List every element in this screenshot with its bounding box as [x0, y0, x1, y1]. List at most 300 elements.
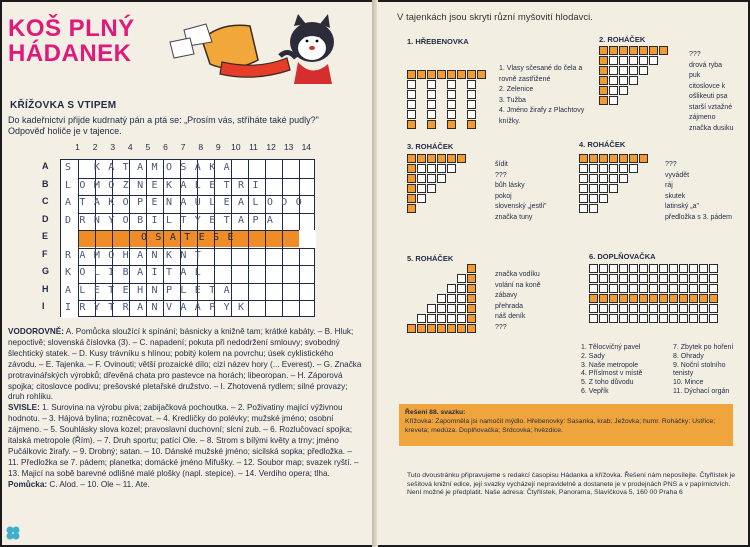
puzzle-cell[interactable] — [689, 274, 698, 283]
column-number: 1 — [75, 142, 80, 152]
puzzle-cell[interactable] — [407, 100, 416, 109]
puzzle-cell[interactable] — [427, 110, 436, 119]
solution-title: Řešení 88. svazku: — [405, 409, 466, 416]
puzzle-cell[interactable] — [447, 90, 456, 99]
puzzle-cell[interactable] — [609, 96, 618, 105]
clue-item: 11. Dýchací orgán — [673, 387, 730, 395]
handwritten-answer: DRNYOBILTYETAPA — [65, 214, 282, 226]
clue-item: 3. Naše metropole — [581, 361, 639, 369]
puzzle-cell[interactable] — [609, 314, 618, 323]
puzzle-cell[interactable] — [579, 184, 588, 193]
puzzle-cell[interactable] — [427, 90, 436, 99]
clue-item: slovenský „jestli" — [495, 203, 547, 210]
puzzle-cell[interactable] — [619, 66, 628, 75]
column-number: 11 — [249, 142, 258, 152]
puzzle-cell[interactable] — [609, 264, 618, 273]
handwritten-answer: S KATAMOSAKA — [65, 162, 239, 173]
puzzle-cell[interactable] — [629, 304, 638, 313]
clue-item: 4. Příslmost v místě — [581, 370, 643, 378]
puzzle-cell[interactable] — [457, 294, 466, 303]
puzzle-cell[interactable] — [447, 80, 456, 89]
puzzle-cell[interactable] — [699, 284, 708, 293]
puzzle-cell[interactable] — [407, 204, 416, 213]
puzzle-cell[interactable] — [467, 304, 476, 313]
puzzle-cell[interactable] — [417, 314, 426, 323]
puzzle-cell[interactable] — [447, 154, 456, 163]
puzzle-cell[interactable] — [639, 274, 648, 283]
puzzle-cell[interactable] — [417, 324, 426, 333]
puzzle-cell[interactable] — [619, 264, 628, 273]
puzzle-cell[interactable] — [437, 324, 446, 333]
column-number: 12 — [266, 142, 276, 152]
handwritten-answer: KOLIBAITAL — [65, 267, 210, 278]
puzzle-cell[interactable] — [457, 304, 466, 313]
puzzle-cell[interactable] — [427, 304, 436, 313]
puzzle-cell[interactable] — [659, 274, 668, 283]
puzzle-cell[interactable] — [579, 204, 588, 213]
puzzle-cell[interactable] — [709, 274, 718, 283]
puzzle-2-clues — [689, 50, 747, 134]
puzzle-cell[interactable] — [589, 304, 598, 313]
clue-item: 5. Z toho důvodu — [581, 379, 634, 387]
puzzle-cell[interactable] — [669, 274, 678, 283]
puzzle-cell[interactable] — [599, 66, 608, 75]
puzzle-cell[interactable] — [659, 304, 668, 313]
clue-item: 1. Vlasy sčesané do čela a rovně zastřižené — [499, 65, 583, 83]
clue-item: drová ryba — [689, 61, 723, 69]
puzzle-cell[interactable] — [407, 154, 416, 163]
puzzle-cell[interactable] — [447, 70, 456, 79]
black-cell — [61, 230, 78, 248]
puzzle-cell[interactable] — [437, 154, 446, 163]
puzzle-cell[interactable] — [689, 294, 698, 303]
clue-item: ??? — [495, 171, 507, 179]
puzzle-cell[interactable] — [447, 100, 456, 109]
puzzle-cell[interactable] — [609, 66, 618, 75]
puzzle-cell[interactable] — [609, 304, 618, 313]
puzzle-cell[interactable] — [629, 76, 638, 85]
column-number: 14 — [301, 142, 312, 152]
puzzle-4-clues — [665, 160, 747, 223]
puzzle-cell[interactable] — [599, 264, 608, 273]
puzzle-cell[interactable] — [589, 264, 598, 273]
puzzle-cell[interactable] — [407, 110, 416, 119]
puzzle-5-clues — [495, 270, 565, 333]
puzzle-cell[interactable] — [649, 274, 658, 283]
puzzle-cell[interactable] — [579, 154, 588, 163]
right-page — [377, 2, 748, 545]
grid-line — [61, 248, 314, 249]
puzzle-cell[interactable] — [457, 70, 466, 79]
puzzle-cell[interactable] — [599, 56, 608, 65]
puzzle-cell[interactable] — [659, 314, 668, 323]
puzzle-cell[interactable] — [599, 154, 608, 163]
puzzle-cell[interactable] — [619, 76, 628, 85]
puzzle-cell[interactable] — [589, 154, 598, 163]
puzzle-cell[interactable] — [669, 304, 678, 313]
puzzle-cell[interactable] — [619, 56, 628, 65]
puzzle-cell[interactable] — [427, 314, 436, 323]
puzzle-cell[interactable] — [679, 294, 688, 303]
puzzle-cell[interactable] — [609, 284, 618, 293]
puzzle-cell[interactable] — [599, 96, 608, 105]
puzzle-cell[interactable] — [619, 294, 628, 303]
puzzle-cell[interactable] — [649, 304, 658, 313]
puzzle-cell[interactable] — [467, 90, 476, 99]
svisle-label: SVISLE: — [8, 403, 40, 413]
puzzle-cell[interactable] — [639, 294, 648, 303]
puzzle-cell[interactable] — [589, 284, 598, 293]
puzzle-cell[interactable] — [629, 284, 638, 293]
puzzle-cell[interactable] — [619, 314, 628, 323]
puzzle-cell[interactable] — [689, 314, 698, 323]
grid-line — [61, 230, 314, 231]
crossword-logo-icon — [5, 525, 21, 541]
puzzle-cell[interactable] — [407, 70, 416, 79]
puzzle-3-clues — [495, 160, 565, 223]
puzzle-cell[interactable] — [609, 274, 618, 283]
puzzle-cell[interactable] — [609, 164, 618, 173]
puzzle-cell[interactable] — [639, 314, 648, 323]
puzzle-cell[interactable] — [609, 86, 618, 95]
puzzle-2-title: 2. ROHÁČEK — [599, 35, 646, 44]
puzzle-cell[interactable] — [669, 294, 678, 303]
puzzle-cell[interactable] — [619, 274, 628, 283]
puzzle-cell[interactable] — [679, 314, 688, 323]
puzzle-cell[interactable] — [447, 164, 456, 173]
puzzle-cell[interactable] — [457, 284, 466, 293]
puzzle-2-grid[interactable] — [599, 46, 669, 116]
puzzle-cell[interactable] — [467, 120, 476, 129]
puzzle-cell[interactable] — [437, 314, 446, 323]
puzzle-cell[interactable] — [619, 284, 628, 293]
puzzle-cell[interactable] — [709, 264, 718, 273]
right-header: V tajenkách jsou skryti různí myšovití hlodavci. — [397, 12, 593, 23]
puzzle-cell[interactable] — [407, 324, 416, 333]
puzzle-cell[interactable] — [599, 314, 608, 323]
puzzle-cell[interactable] — [437, 304, 446, 313]
puzzle-cell[interactable] — [679, 264, 688, 273]
handwritten-answer: LOMOZNEKALETRI — [65, 179, 267, 191]
puzzle-cell[interactable] — [629, 164, 638, 173]
puzzle-cell[interactable] — [579, 174, 588, 183]
puzzle-cell[interactable] — [437, 174, 446, 183]
puzzle-cell[interactable] — [447, 120, 456, 129]
puzzle-cell[interactable] — [579, 194, 588, 203]
clue-item: značka vodíku — [495, 271, 540, 278]
puzzle-5-grid[interactable] — [407, 264, 487, 344]
puzzle-cell[interactable] — [699, 264, 708, 273]
puzzle-cell[interactable] — [629, 66, 638, 75]
left-page — [2, 2, 373, 545]
puzzle-cell[interactable] — [589, 164, 598, 173]
puzzle-cell[interactable] — [629, 56, 638, 65]
puzzle-5-title: 5. ROHÁČEK — [407, 254, 454, 263]
puzzle-cell[interactable] — [649, 314, 658, 323]
puzzle-cell[interactable] — [659, 294, 668, 303]
puzzle-cell[interactable] — [589, 274, 598, 283]
grid-line — [282, 160, 283, 316]
clue-item: předložka s 3. pádem — [665, 213, 732, 221]
footer-note: Tuto dvoustránku připravujeme s redakcí časopisu Hádanka a křížovka. Řešení nám neposílejte. Čtyřlístek je sešitová knižní edice, její svazky vycházejí nepravidelně a dostanete je v prodejnách PNS a v papírnictvích. Není možné je předplatit. Naše adresa: Čtyřlístek, Panorama, Slavíčkova 5, 160 00 Praha 6 — [407, 472, 736, 497]
puzzle-cell[interactable] — [447, 110, 456, 119]
column-number: 8 — [198, 142, 204, 152]
puzzle-cell[interactable] — [599, 274, 608, 283]
puzzle-cell[interactable] — [669, 284, 678, 293]
puzzle-cell[interactable] — [589, 174, 598, 183]
puzzle-6-grid[interactable] — [589, 264, 729, 334]
puzzle-cell[interactable] — [639, 56, 648, 65]
puzzle-cell[interactable] — [629, 154, 638, 163]
column-number: 6 — [163, 142, 168, 152]
clue-item: 4. Jméno žirafy z Plachtovy knížky. — [499, 107, 585, 125]
puzzle-cell[interactable] — [407, 80, 416, 89]
puzzle-3-grid[interactable] — [407, 154, 467, 224]
clue-item: 3. Tužba — [499, 96, 526, 104]
puzzle-cell[interactable] — [689, 264, 698, 273]
puzzle-cell[interactable] — [619, 154, 628, 163]
handwritten-answer: ATAKOPENAULEALODO — [65, 197, 311, 208]
puzzle-cell[interactable] — [619, 174, 628, 183]
puzzle-cell[interactable] — [417, 164, 426, 173]
puzzle-cell[interactable] — [589, 184, 598, 193]
solution-box — [399, 404, 733, 446]
puzzle-cell[interactable] — [599, 76, 608, 85]
puzzle-cell[interactable] — [579, 164, 588, 173]
puzzle-cell[interactable] — [467, 264, 476, 273]
puzzle-cell[interactable] — [649, 46, 658, 55]
puzzle-cell[interactable] — [599, 174, 608, 183]
puzzle-cell[interactable] — [689, 304, 698, 313]
column-number: 2 — [92, 142, 98, 152]
puzzle-cell[interactable] — [467, 324, 476, 333]
puzzle-cell[interactable] — [467, 274, 476, 283]
puzzle-1-grid[interactable] — [407, 50, 495, 130]
column-number: 3 — [110, 142, 116, 152]
puzzle-cell[interactable] — [417, 194, 426, 203]
puzzle-cell[interactable] — [709, 294, 718, 303]
cat-mascot-icon — [162, 12, 352, 87]
puzzle-cell[interactable] — [599, 194, 608, 203]
handwritten-answer: ALETEHNPLETA — [65, 284, 239, 296]
puzzle-cell[interactable] — [699, 304, 708, 313]
pomucka-text: C. Alod. – 10. Ole – 11. Ate. — [49, 479, 150, 489]
puzzle-cell[interactable] — [427, 70, 436, 79]
puzzle-cell[interactable] — [589, 314, 598, 323]
puzzle-6-clues-right — [673, 344, 743, 397]
puzzle-cell[interactable] — [659, 284, 668, 293]
puzzle-cell[interactable] — [649, 284, 658, 293]
grid-line — [61, 195, 314, 196]
column-number: 5 — [145, 142, 151, 152]
clue-item: náš deník — [495, 313, 526, 320]
puzzle-cell[interactable] — [477, 70, 486, 79]
handwritten-answer: OSATESE — [141, 232, 242, 243]
puzzle-cell[interactable] — [699, 314, 708, 323]
puzzle-cell[interactable] — [679, 304, 688, 313]
puzzle-4-grid[interactable] — [579, 154, 649, 224]
puzzle-cell[interactable] — [679, 284, 688, 293]
puzzle-cell[interactable] — [669, 314, 678, 323]
puzzle-cell[interactable] — [427, 184, 436, 193]
grid-line — [61, 178, 314, 179]
puzzle-cell[interactable] — [417, 154, 426, 163]
clue-item: vyvádět — [665, 171, 690, 179]
puzzle-cell[interactable] — [629, 294, 638, 303]
puzzle-cell[interactable] — [639, 264, 648, 273]
puzzle-cell[interactable] — [467, 80, 476, 89]
puzzle-cell[interactable] — [599, 86, 608, 95]
puzzle-cell[interactable] — [437, 70, 446, 79]
column-number: 4 — [127, 142, 133, 152]
grid-line — [61, 300, 314, 301]
puzzle-cell[interactable] — [599, 284, 608, 293]
crossword-grid[interactable] — [60, 159, 315, 317]
vodorovne-label: VODOROVNĚ: — [8, 327, 64, 336]
puzzle-cell[interactable] — [589, 294, 598, 303]
puzzle-cell[interactable] — [467, 284, 476, 293]
puzzle-cell[interactable] — [609, 294, 618, 303]
puzzle-cell[interactable] — [447, 314, 456, 323]
column-number: 7 — [180, 142, 186, 152]
puzzle-cell[interactable] — [709, 314, 718, 323]
clue-item: ráj — [665, 182, 673, 189]
puzzle-cell[interactable] — [467, 314, 476, 323]
puzzle-cell[interactable] — [609, 76, 618, 85]
puzzle-cell[interactable] — [609, 174, 618, 183]
puzzle-cell[interactable] — [609, 46, 618, 55]
clue-item: 7. Zbytek po hoření — [673, 344, 734, 351]
puzzle-cell[interactable] — [609, 56, 618, 65]
puzzle-cell[interactable] — [417, 184, 426, 193]
puzzle-cell[interactable] — [447, 324, 456, 333]
clue-item: 2. Sady — [581, 352, 605, 360]
puzzle-cell[interactable] — [609, 184, 618, 193]
puzzle-cell[interactable] — [669, 264, 678, 273]
puzzle-cell[interactable] — [689, 284, 698, 293]
puzzle-cell[interactable] — [407, 174, 416, 183]
clue-item: 6. Vepřík — [581, 387, 609, 395]
clue-item: ??? — [495, 323, 507, 331]
puzzle-cell[interactable] — [599, 46, 608, 55]
clue-item: ??? — [665, 161, 677, 168]
puzzle-1-clues — [499, 64, 594, 127]
puzzle-cell[interactable] — [659, 264, 668, 273]
puzzle-cell[interactable] — [407, 164, 416, 173]
clue-item: volání na koně — [495, 281, 541, 289]
puzzle-cell[interactable] — [639, 66, 648, 75]
puzzle-cell[interactable] — [619, 164, 628, 173]
puzzle-cell[interactable] — [427, 164, 436, 173]
puzzle-cell[interactable] — [599, 304, 608, 313]
puzzle-cell[interactable] — [437, 164, 446, 173]
puzzle-cell[interactable] — [447, 304, 456, 313]
puzzle-cell[interactable] — [599, 164, 608, 173]
puzzle-cell[interactable] — [407, 90, 416, 99]
puzzle-cell[interactable] — [427, 100, 436, 109]
title-line-1: KOŠ PLNÝ — [8, 15, 135, 42]
puzzle-cell[interactable] — [699, 294, 708, 303]
puzzle-cell[interactable] — [447, 294, 456, 303]
clue-item: šídit — [495, 161, 508, 168]
puzzle-cell[interactable] — [457, 324, 466, 333]
puzzle-cell[interactable] — [437, 294, 446, 303]
puzzle-cell[interactable] — [649, 264, 658, 273]
puzzle-cell[interactable] — [467, 110, 476, 119]
puzzle-cell[interactable] — [467, 100, 476, 109]
handwritten-answer: IRYTRANVAAPYK — [65, 302, 253, 313]
puzzle-cell[interactable] — [629, 264, 638, 273]
puzzle-cell[interactable] — [467, 294, 476, 303]
black-cell — [299, 230, 316, 248]
row-label: E — [42, 231, 49, 241]
column-number: 10 — [231, 142, 241, 152]
puzzle-cell[interactable] — [629, 46, 638, 55]
row-label: A — [42, 161, 49, 171]
svisle-text: 1. Surovina na výrobu piva; zabijačková pochoutka. – 2. Poživatiny mající výživnou hodnotu. – 3. Hájová bylina; rozněcovat. – 4. Kredličky do polévky; mužské jméno; osobní zájmeno. – 5. Souhlásky slova kozel; pravoslavní duchovní; slcní zub. – 6. Rozlučovací spojka; italská metropole (Řím). – 7. Druh sportu; patící Ole. – 8. Strom s bílými květy a trny; jméno Pučálkovic žirafy. – 9. Drobný; satan. – 10. Dánské mužské jméno; sicilská sopka; předložka. – 11. Předložka se 7. pádem; planetka; domácké jméno Mifušky. – 12. Soubor map; svazek ryští. – 13. Majicí na sobě barevné odlišné malé plošky (napl. stepice). – 14. Verdiho opera; tlha. — [8, 403, 359, 478]
puzzle-cell[interactable] — [427, 174, 436, 183]
puzzle-cell[interactable] — [699, 274, 708, 283]
puzzle-cell[interactable] — [639, 154, 648, 163]
puzzle-cell[interactable] — [407, 120, 416, 129]
clue-item: starší vztažné zájmeno — [689, 103, 733, 121]
clue-item: skutek — [665, 192, 686, 200]
handwritten-answer: RAMOHANKNT — [65, 249, 210, 261]
puzzle-cell[interactable] — [629, 274, 638, 283]
puzzle-cell[interactable] — [679, 274, 688, 283]
puzzle-cell[interactable] — [709, 284, 718, 293]
puzzle-cell[interactable] — [427, 324, 436, 333]
puzzle-cell[interactable] — [407, 194, 416, 203]
puzzle-cell[interactable] — [619, 46, 628, 55]
puzzle-cell[interactable] — [407, 184, 416, 193]
puzzle-cell[interactable] — [629, 314, 638, 323]
row-label: C — [42, 196, 49, 206]
puzzle-cell[interactable] — [619, 304, 628, 313]
crossword-clues — [8, 327, 364, 491]
puzzle-cell[interactable] — [457, 274, 466, 283]
puzzle-cell[interactable] — [619, 86, 628, 95]
puzzle-cell[interactable] — [599, 184, 608, 193]
column-numbers — [60, 142, 320, 152]
puzzle-cell[interactable] — [639, 46, 648, 55]
puzzle-cell[interactable] — [639, 304, 648, 313]
row-label: D — [42, 213, 49, 224]
puzzle-cell[interactable] — [649, 56, 658, 65]
puzzle-cell[interactable] — [457, 314, 466, 323]
puzzle-cell[interactable] — [467, 70, 476, 79]
puzzle-cell[interactable] — [417, 174, 426, 183]
puzzle-cell[interactable] — [599, 294, 608, 303]
puzzle-cell[interactable] — [417, 70, 426, 79]
puzzle-cell[interactable] — [659, 46, 668, 55]
puzzle-cell[interactable] — [589, 204, 598, 213]
clue-item: latinský „a" — [665, 203, 699, 210]
puzzle-cell[interactable] — [589, 194, 598, 203]
solution-text: Křížovka: Zapomněla jsi namočit mýdlo. Hřebenovky: Sasanka, krab; Ježovka; humr. Roháčky: Ustřice; kreveta; medúza. Doplňovačka; Srdcovka; hvězdice. — [405, 418, 716, 434]
puzzle-cell[interactable] — [709, 304, 718, 313]
puzzle-cell[interactable] — [649, 294, 658, 303]
puzzle-cell[interactable] — [427, 154, 436, 163]
puzzle-cell[interactable] — [639, 284, 648, 293]
puzzle-cell[interactable] — [447, 284, 456, 293]
puzzle-cell[interactable] — [609, 154, 618, 163]
column-number: 13 — [283, 142, 294, 152]
puzzle-cell[interactable] — [427, 120, 436, 129]
puzzle-cell[interactable] — [427, 80, 436, 89]
puzzle-cell[interactable] — [457, 154, 466, 163]
clue-item: 1. Tělocvičný pavel — [581, 344, 641, 351]
